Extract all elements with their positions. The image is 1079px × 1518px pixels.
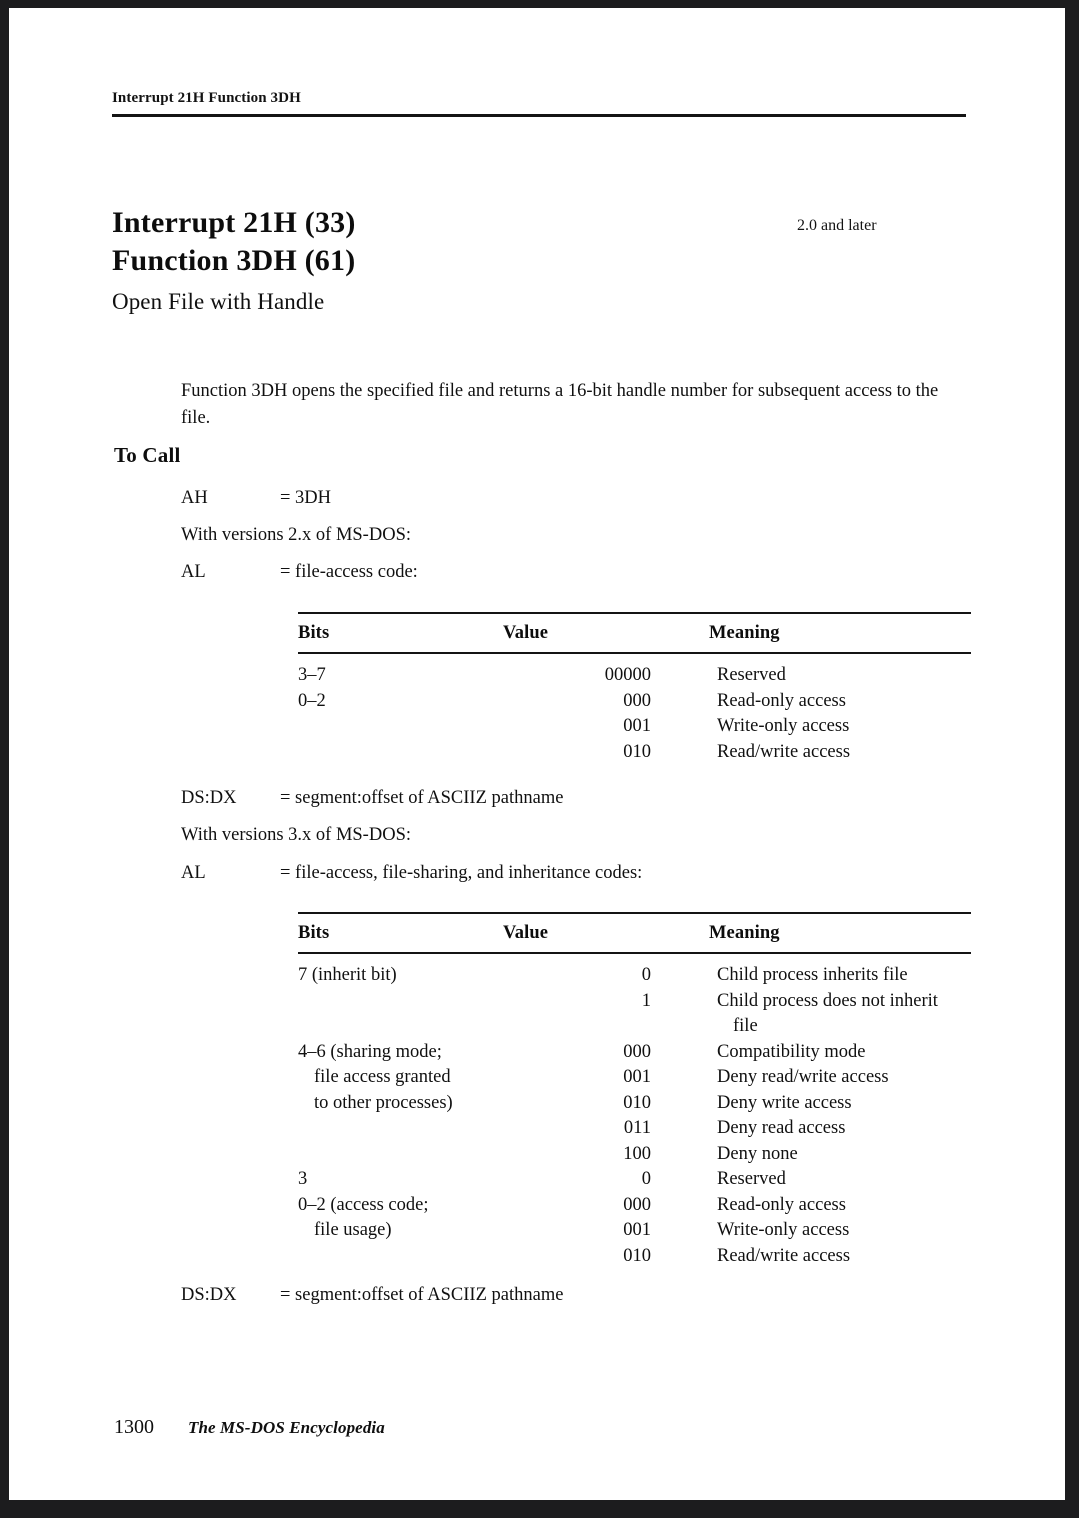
cell-value: 00000: [604, 665, 651, 685]
running-header: [112, 89, 964, 108]
cell-value: 100: [623, 1143, 651, 1164]
register-value-dsdx-2: = segment:offset of ASCIIZ pathname: [280, 1285, 564, 1305]
cell-value: 001: [623, 1220, 651, 1240]
cell-value: 001: [623, 1067, 651, 1087]
table-file-access-codes: [298, 612, 971, 765]
cell-meaning: Deny write access: [717, 1092, 852, 1113]
cell-bits: [298, 1091, 503, 1117]
cell-bits: [298, 740, 503, 766]
table-row: [298, 714, 971, 740]
column-header-bits: Bits: [298, 623, 330, 643]
cell-meaning: Write-only access: [717, 716, 850, 736]
cell-value: 010: [623, 1092, 651, 1113]
cell-bits: 0–2: [298, 690, 326, 711]
register-line-dsdx-1: [181, 786, 563, 811]
cell-value: 000: [623, 1041, 651, 1062]
cell-bits: [298, 1116, 503, 1142]
versions-3x-note: With versions 3.x of MS-DOS:: [181, 825, 411, 845]
cell-meaning-continuation: file: [733, 1016, 758, 1036]
cell-bits: [298, 1218, 503, 1244]
register-value-ah: = 3DH: [280, 488, 332, 508]
cell-meaning: Child process inherits file: [717, 965, 908, 985]
section-heading-to-call: To Call: [114, 443, 181, 467]
cell-bits-continuation: to other processes): [314, 1092, 453, 1113]
column-header-value: Value: [503, 923, 549, 943]
page-subtitle: Open File with Handle: [112, 289, 325, 314]
cell-value: 011: [623, 1118, 651, 1138]
table-row: [298, 1244, 971, 1270]
table-row: [298, 1167, 971, 1193]
cell-meaning: Read/write access: [717, 1245, 851, 1266]
running-header-text: Interrupt 21H Function 3DH: [112, 90, 301, 106]
cell-bits: 0–2 (access code;: [298, 1194, 429, 1215]
table-row: [298, 689, 971, 715]
register-line-ah: [181, 486, 331, 511]
cell-meaning: Read-only access: [717, 690, 846, 711]
book-title: The MS-DOS Encyclopedia: [188, 1418, 385, 1437]
register-name-dsdx-2: DS:DX: [181, 1285, 237, 1305]
register-name-al-2: AL: [181, 863, 206, 883]
cell-meaning: Reserved: [717, 665, 786, 685]
document-page: [9, 8, 1065, 1500]
cell-bits: 3–7: [298, 665, 326, 685]
column-header-value: Value: [503, 623, 549, 643]
cell-value: 010: [623, 741, 651, 762]
table-body: [298, 654, 971, 765]
page-footer: [114, 1416, 385, 1439]
header-rule: [112, 114, 966, 117]
cell-value: 001: [623, 716, 651, 736]
table-body: [298, 954, 971, 1269]
column-header-bits: Bits: [298, 923, 330, 943]
page-number: 1300: [114, 1416, 154, 1438]
table-row: [298, 1040, 971, 1066]
intro-paragraph: Function 3DH opens the specified file and returns a 16-bit handle number for subsequent access to the file.: [181, 381, 939, 428]
cell-value: 010: [623, 1245, 651, 1266]
cell-meaning: Read/write access: [717, 741, 851, 762]
table-row: [298, 740, 971, 766]
cell-value: 0: [641, 965, 651, 985]
register-name-dsdx-1: DS:DX: [181, 788, 237, 808]
cell-bits: [298, 714, 503, 740]
table-row: [298, 1142, 971, 1168]
cell-value: 000: [623, 690, 651, 711]
table-header-row: [298, 914, 971, 952]
cell-value: 1: [641, 990, 651, 1011]
table-row: [298, 1218, 971, 1244]
cell-meaning: Deny read access: [717, 1118, 846, 1138]
cell-bits-continuation: file usage): [314, 1220, 392, 1240]
cell-value: 000: [623, 1194, 651, 1215]
cell-meaning: Read-only access: [717, 1194, 846, 1215]
table-row: [298, 1065, 971, 1091]
table-row: [298, 1193, 971, 1219]
versions-2x-note: With versions 2.x of MS-DOS:: [181, 525, 411, 545]
cell-value: 0: [641, 1169, 651, 1189]
cell-bits: [298, 1142, 503, 1168]
cell-meaning: Compatibility mode: [717, 1041, 866, 1062]
cell-bits: [298, 989, 503, 1040]
cell-bits: 4–6 (sharing mode;: [298, 1041, 442, 1062]
register-line-al-2: [181, 861, 642, 886]
table-row: [298, 1116, 971, 1142]
register-value-dsdx-1: = segment:offset of ASCIIZ pathname: [280, 788, 564, 808]
register-line-al-1: [181, 560, 418, 585]
cell-meaning: Child process does not inherit file: [709, 989, 971, 1040]
register-name-ah: AH: [181, 488, 208, 508]
cell-bits: [298, 1065, 503, 1091]
cell-bits: 7 (inherit bit): [298, 965, 397, 985]
table-row: [298, 963, 971, 989]
register-value-al-1: = file-access code:: [280, 562, 418, 582]
cell-meaning: Reserved: [717, 1169, 786, 1189]
table-row: [298, 663, 971, 689]
cell-meaning: Deny read/write access: [717, 1067, 889, 1087]
register-line-dsdx-2: [181, 1283, 563, 1308]
column-header-meaning: Meaning: [709, 623, 780, 643]
cell-bits: [298, 1244, 503, 1270]
register-value-al-2: = file-access, file-sharing, and inheritance codes:: [280, 863, 643, 883]
column-header-meaning: Meaning: [709, 923, 780, 943]
page-title-line-1: Interrupt 21H (33): [112, 206, 356, 239]
table-sharing-and-access-codes: [298, 912, 971, 1269]
cell-bits-continuation: file access granted: [314, 1067, 451, 1087]
table-row: [298, 989, 971, 1040]
register-name-al-1: AL: [181, 562, 206, 582]
page-title-line-2: Function 3DH (61): [112, 244, 356, 277]
table-header-row: [298, 614, 971, 652]
version-note: 2.0 and later: [797, 217, 877, 234]
table-row: [298, 1091, 971, 1117]
cell-meaning: Deny none: [717, 1143, 798, 1164]
title-block: [112, 204, 966, 318]
cell-meaning: Write-only access: [717, 1220, 850, 1240]
cell-bits: 3: [298, 1169, 308, 1189]
